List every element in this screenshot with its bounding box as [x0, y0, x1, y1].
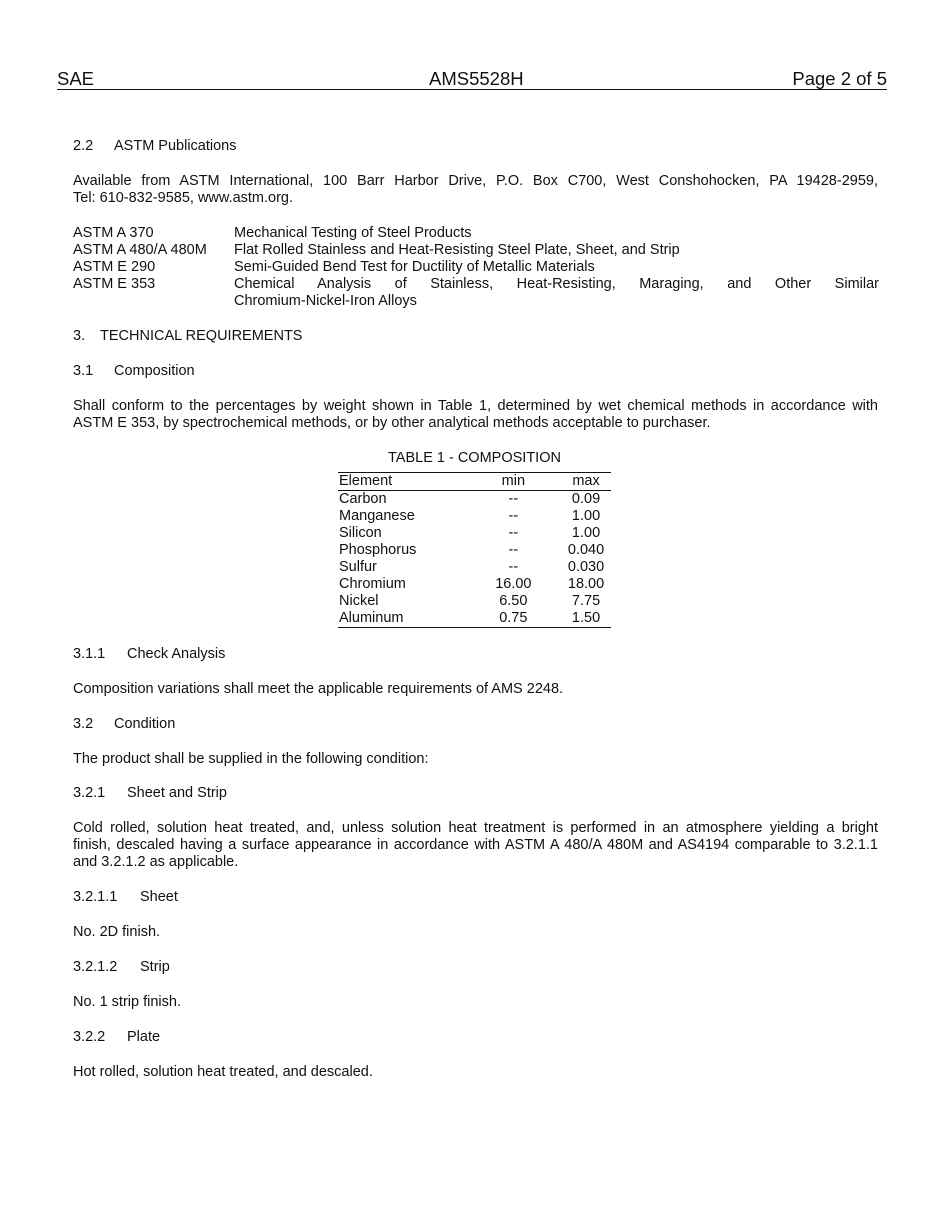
table-1-title: TABLE 1 - COMPOSITION: [388, 450, 561, 466]
composition-table: [338, 472, 611, 628]
section-3-2-1-2-heading: [73, 959, 170, 976]
paragraph-line: finish, descaled having a surface appearance in accordance with ASTM A 480/A 480M and AS4194 comparable to 3.2.1.1: [73, 837, 878, 853]
reference-row: [73, 242, 879, 259]
table-row: [338, 593, 611, 610]
sheet-finish-paragraph: No. 2D finish.: [73, 924, 161, 940]
reference-title-line: Chromium-Nickel-Iron Alloys: [234, 293, 417, 309]
column-header-min: min: [488, 473, 538, 491]
section-3-1-1-heading: [73, 646, 225, 663]
section-2-2-heading: [73, 138, 237, 155]
max-cell: 0.030: [567, 559, 605, 575]
column-header-max: max: [561, 473, 611, 491]
paragraph-line: ASTM E 353, by spectrochemical methods, or by other analytical methods acceptable to purchaser.: [73, 415, 711, 431]
element-cell: Carbon: [339, 491, 387, 507]
paragraph-line: and 3.2.1.2 as applicable.: [73, 854, 239, 870]
reference-row: [73, 276, 879, 310]
max-cell: 1.50: [571, 610, 601, 626]
section-title: TECHNICAL REQUIREMENTS: [100, 328, 303, 344]
reference-code: ASTM E 353: [73, 276, 156, 292]
section-title: Check Analysis: [127, 646, 226, 662]
reference-title: Flat Rolled Stainless and Heat-Resisting Steel Plate, Sheet, and Strip: [234, 242, 680, 258]
section-3-2-heading: [73, 716, 175, 733]
table-row: [338, 525, 611, 542]
astm-reference-list: [73, 225, 879, 310]
element-cell: Aluminum: [339, 610, 404, 626]
check-analysis-paragraph: Composition variations shall meet the applicable requirements of AMS 2248.: [73, 681, 564, 697]
column-header-element: Element: [338, 473, 488, 491]
astm-availability-paragraph: [73, 173, 878, 207]
reference-title: Mechanical Testing of Steel Products: [234, 225, 472, 241]
strip-finish-paragraph: No. 1 strip finish.: [73, 994, 181, 1010]
section-number: 3.2.1.1: [73, 889, 118, 905]
section-title: Strip: [140, 959, 170, 975]
section-number: 2.2: [73, 138, 94, 154]
reference-code: ASTM A 480/A 480M: [73, 242, 207, 258]
section-3-2-2-heading: [73, 1029, 160, 1046]
min-cell: 16.00: [495, 576, 532, 592]
sheet-and-strip-paragraph: [73, 820, 878, 871]
element-cell: Silicon: [339, 525, 382, 541]
table-row: [338, 508, 611, 525]
paragraph-line: Available from ASTM International, 100 Barr Harbor Drive, P.O. Box C700, West Conshohocken, PA 19428-2959,: [73, 173, 878, 189]
section-title: Composition: [114, 363, 195, 379]
condition-paragraph: The product shall be supplied in the following condition:: [73, 751, 429, 767]
max-cell: 1.00: [571, 525, 601, 541]
section-3-heading: [73, 328, 302, 345]
min-cell: --: [508, 508, 519, 524]
reference-title-line: Chemical Analysis of Stainless, Heat-Resisting, Maraging, and Other Similar: [234, 276, 879, 292]
section-number: 3.2.1.2: [73, 959, 118, 975]
plate-paragraph: Hot rolled, solution heat treated, and descaled.: [73, 1064, 373, 1080]
max-cell: 0.040: [567, 542, 605, 558]
section-number: 3.2: [73, 716, 94, 732]
reference-title: [234, 276, 879, 310]
table-header-row: [338, 473, 611, 491]
header-page-number: Page 2 of 5: [792, 68, 887, 89]
section-number: 3.: [73, 328, 86, 344]
paragraph-line: Tel: 610-832-9585, www.astm.org.: [73, 190, 294, 206]
element-cell: Chromium: [339, 576, 406, 592]
section-title: Sheet and Strip: [127, 785, 227, 801]
section-3-2-1-1-heading: [73, 889, 178, 906]
header-doc-number: AMS5528H: [429, 68, 524, 89]
table-row: [338, 576, 611, 593]
element-cell: Sulfur: [339, 559, 377, 575]
min-cell: 0.75: [499, 610, 528, 626]
section-3-1-heading: [73, 363, 195, 380]
element-cell: Nickel: [339, 593, 379, 609]
element-cell: Manganese: [339, 508, 415, 524]
max-cell: 1.00: [571, 508, 601, 524]
section-number: 3.1.1: [73, 646, 106, 662]
min-cell: --: [508, 542, 519, 558]
section-title: ASTM Publications: [114, 138, 237, 154]
reference-title: Semi-Guided Bend Test for Ductility of Metallic Materials: [234, 259, 595, 275]
min-cell: 6.50: [499, 593, 528, 609]
element-cell: Phosphorus: [339, 542, 417, 558]
section-title: Sheet: [140, 889, 178, 905]
paragraph-line: Shall conform to the percentages by weight shown in Table 1, determined by wet chemical methods in accordance with: [73, 398, 878, 414]
reference-code: ASTM A 370: [73, 225, 154, 241]
max-cell: 0.09: [571, 491, 601, 507]
page-header: [57, 68, 887, 90]
min-cell: --: [508, 491, 519, 507]
table-row: [338, 559, 611, 576]
section-title: Plate: [127, 1029, 161, 1045]
min-cell: --: [508, 559, 519, 575]
max-cell: 18.00: [567, 576, 605, 592]
composition-paragraph: [73, 398, 878, 432]
min-cell: --: [508, 525, 519, 541]
section-3-2-1-heading: [73, 785, 227, 802]
section-title: Condition: [114, 716, 176, 732]
reference-row: [73, 259, 879, 276]
section-number: 3.2.1: [73, 785, 106, 801]
reference-code: ASTM E 290: [73, 259, 156, 275]
header-org: SAE: [57, 68, 95, 89]
paragraph-line: Cold rolled, solution heat treated, and, unless solution heat treatment is performed in an atmosphere yielding a bright: [73, 820, 878, 836]
reference-row: [73, 225, 879, 242]
table-row: [338, 542, 611, 559]
table-row: [338, 610, 611, 628]
section-number: 3.1: [73, 363, 94, 379]
section-number: 3.2.2: [73, 1029, 106, 1045]
max-cell: 7.75: [571, 593, 601, 609]
table-row: [338, 491, 611, 509]
